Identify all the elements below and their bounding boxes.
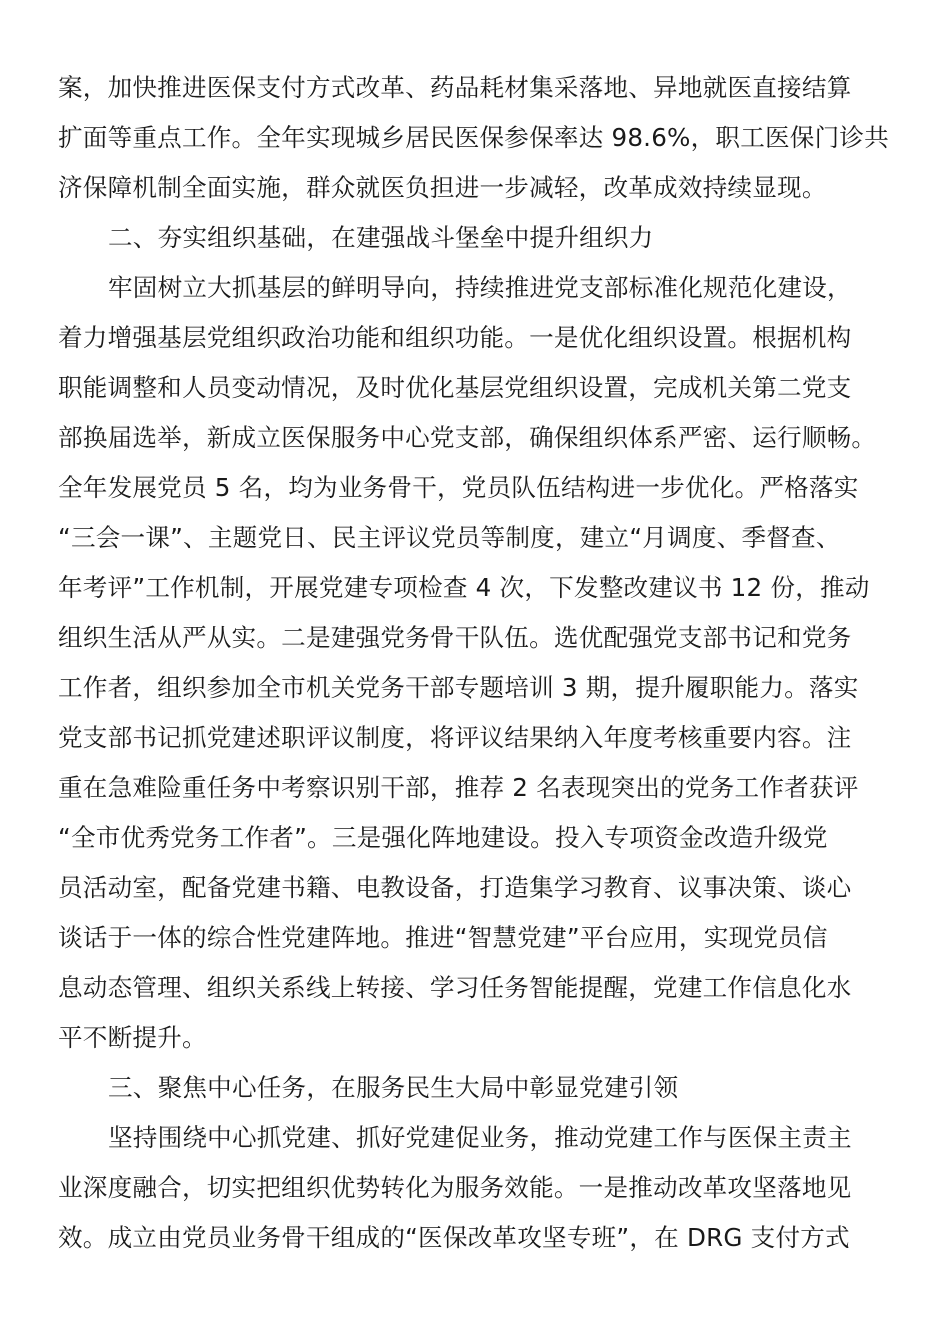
paragraph-line: 年考评”工作机制，开展党建专项检查 4 次，下发整改建议书 12 份，推动 [58, 573, 870, 602]
paragraph-line: “全市优秀党务工作者”。三是强化阵地建设。投入专项资金改造升级党 [58, 823, 828, 852]
paragraph-line: 业深度融合，切实把组织优势转化为服务效能。一是推动改革攻坚落地见 [58, 1173, 852, 1202]
paragraph-line: 重在急难险重任务中考察识别干部，推荐 2 名表现突出的党务工作者获评 [58, 773, 859, 802]
paragraph-line: 平不断提升。 [58, 1023, 207, 1052]
paragraph-line: 组织生活从严从实。二是建强党务骨干队伍。选优配强党支部书记和党务 [58, 623, 852, 652]
paragraph-line: 济保障机制全面实施，群众就医负担进一步减轻，改革成效持续显现。 [58, 173, 827, 202]
paragraph-line: 案，加快推进医保支付方式改革、药品耗材集采落地、异地就医直接结算 [58, 73, 852, 102]
paragraph-line: 谈话于一体的综合性党建阵地。推进“智慧党建”平台应用，实现党员信 [58, 923, 828, 952]
paragraph-line: 职能调整和人员变动情况，及时优化基层党组织设置，完成机关第二党支 [58, 373, 852, 402]
section-heading-3: 三、聚焦中心任务，在服务民生大局中彰显党建引领 [108, 1073, 679, 1102]
paragraph-line: 工作者，组织参加全市机关党务干部专题培训 3 期，提升履职能力。落实 [58, 673, 859, 702]
paragraph-line: 效。成立由党员业务骨干组成的“医保改革攻坚专班”，在 DRG 支付方式 [58, 1223, 850, 1252]
paragraph-first-line: 牢固树立大抓基层的鲜明导向，持续推进党支部标准化规范化建设， [108, 273, 852, 302]
paragraph-line: “三会一课”、主题党日、民主评议党员等制度，建立“月调度、季督查、 [58, 523, 841, 552]
paragraph-line: 扩面等重点工作。全年实现城乡居民医保参保率达 98.6%，职工医保门诊共 [58, 123, 889, 152]
paragraph-line: 党支部书记抓党建述职评议制度，将评议结果纳入年度考核重要内容。注 [58, 723, 852, 752]
document-page [58, 63, 888, 1263]
paragraph-line: 全年发展党员 5 名，均为业务骨干，党员队伍结构进一步优化。严格落实 [58, 473, 859, 502]
section-heading-2: 二、夯实组织基础，在建强战斗堡垒中提升组织力 [108, 223, 654, 252]
paragraph-line: 着力增强基层党组织政治功能和组织功能。一是优化组织设置。根据机构 [58, 323, 852, 352]
paragraph-line: 息动态管理、组织关系线上转接、学习任务智能提醒，党建工作信息化水 [58, 973, 852, 1002]
paragraph-first-line: 坚持围绕中心抓党建、抓好党建促业务，推动党建工作与医保主责主 [108, 1123, 852, 1152]
paragraph-line: 部换届选举，新成立医保服务中心党支部，确保组织体系严密、运行顺畅。 [58, 423, 877, 452]
paragraph-line: 员活动室，配备党建书籍、电教设备，打造集学习教育、议事决策、谈心 [58, 873, 852, 902]
